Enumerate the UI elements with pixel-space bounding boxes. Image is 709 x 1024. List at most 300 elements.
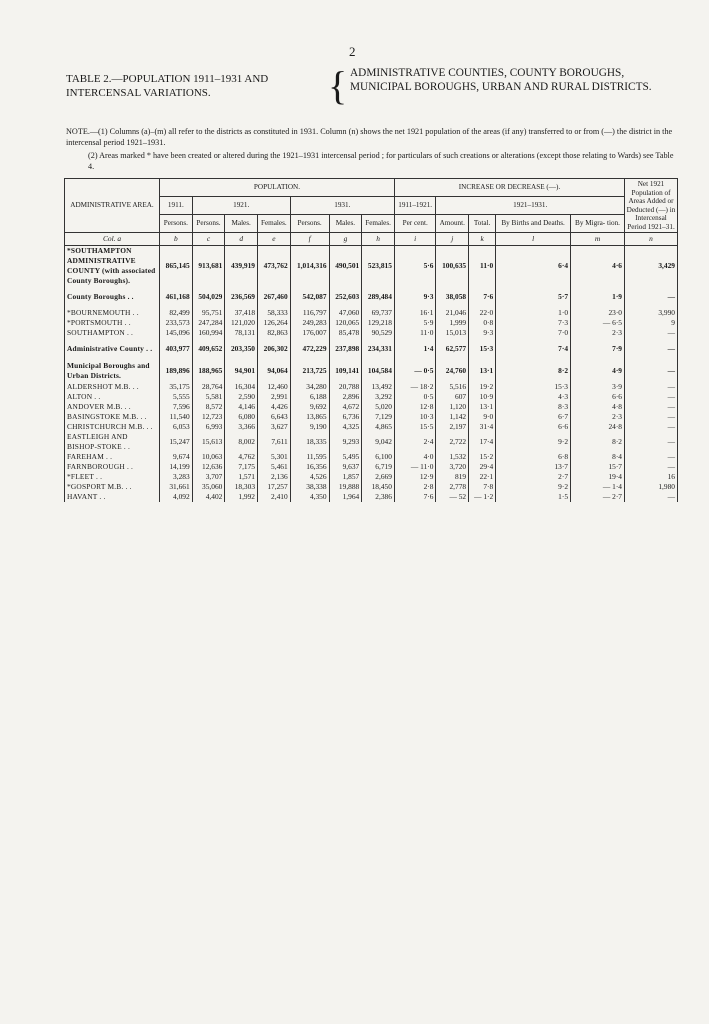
- value-cell-c: 504,029: [192, 286, 225, 308]
- area-name-cell: CHRISTCHURCH M.B. . .: [65, 422, 160, 432]
- col-letter: g: [329, 233, 362, 246]
- value-cell-i: 12·9: [394, 472, 436, 482]
- value-cell-n: 16: [625, 472, 678, 482]
- value-cell-g: 237,898: [329, 338, 362, 360]
- header-males-1931: Males.: [329, 215, 362, 233]
- value-cell-m: 6·6: [571, 392, 625, 402]
- value-cell-c: 247,284: [192, 318, 225, 328]
- value-cell-b: 145,096: [160, 328, 193, 338]
- value-cell-e: 3,627: [258, 422, 291, 432]
- value-cell-i: 0·5: [394, 392, 436, 402]
- value-cell-e: 7,611: [258, 432, 291, 452]
- value-cell-m: 23·0: [571, 308, 625, 318]
- value-cell-m: — 1·4: [571, 482, 625, 492]
- value-cell-n: —: [625, 338, 678, 360]
- table-row: [65, 360, 678, 382]
- value-cell-l: 15·3: [496, 382, 571, 392]
- value-cell-m: 4·6: [571, 246, 625, 287]
- notes: [66, 126, 678, 174]
- value-cell-b: 6,053: [160, 422, 193, 432]
- col-letter: c: [192, 233, 225, 246]
- value-cell-e: 206,302: [258, 338, 291, 360]
- value-cell-c: 12,636: [192, 462, 225, 472]
- value-cell-e: 4,426: [258, 402, 291, 412]
- value-cell-h: 13,492: [362, 382, 395, 392]
- header-net-1921: Net 1921 Population of Areas Added or Deducted (—) in Intercensal Period 1921–31.: [625, 179, 678, 233]
- value-cell-h: 289,484: [362, 286, 395, 308]
- value-cell-k: 29·4: [469, 462, 496, 472]
- table-row: [65, 246, 678, 287]
- value-cell-f: 249,283: [290, 318, 329, 328]
- value-cell-f: 16,356: [290, 462, 329, 472]
- table-subtitle: ADMINISTRATIVE COUNTIES, COUNTY BOROUGHS, MUNICIPAL BOROUGHS, URBAN AND RURAL DISTRICTS.: [350, 67, 652, 93]
- col-letter: i: [394, 233, 436, 246]
- col-letter: d: [225, 233, 258, 246]
- col-letter: Col. a: [65, 233, 160, 246]
- area-name-cell: Administrative County . .: [65, 338, 160, 360]
- value-cell-l: 5·7: [496, 286, 571, 308]
- value-cell-b: 189,896: [160, 360, 193, 382]
- table-row: [65, 452, 678, 462]
- value-cell-m: — 6·5: [571, 318, 625, 328]
- table-row: [65, 318, 678, 328]
- area-name-cell: Municipal Boroughs and Urban Districts.: [65, 360, 160, 382]
- col-letter: k: [469, 233, 496, 246]
- value-cell-f: 13,865: [290, 412, 329, 422]
- value-cell-k: 7·6: [469, 286, 496, 308]
- value-cell-n: —: [625, 422, 678, 432]
- value-cell-m: 8·4: [571, 452, 625, 462]
- value-cell-c: 3,707: [192, 472, 225, 482]
- value-cell-l: 1·0: [496, 308, 571, 318]
- value-cell-h: 2,386: [362, 492, 395, 502]
- header-females-1931: Females.: [362, 215, 395, 233]
- value-cell-m: 4·8: [571, 402, 625, 412]
- value-cell-h: 90,529: [362, 328, 395, 338]
- value-cell-b: 9,674: [160, 452, 193, 462]
- value-cell-l: 6·4: [496, 246, 571, 287]
- value-cell-f: 4,350: [290, 492, 329, 502]
- page-number: 2: [349, 44, 356, 59]
- value-cell-n: —: [625, 382, 678, 392]
- value-cell-d: 2,590: [225, 392, 258, 402]
- col-letter: b: [160, 233, 193, 246]
- table-title: TABLE 2.—POPULATION 1911–1931 AND INTERCENSAL VARIATIONS.: [66, 73, 269, 99]
- header-admin-area: ADMINISTRATIVE AREA.: [65, 179, 160, 233]
- value-cell-h: 234,331: [362, 338, 395, 360]
- value-cell-g: 4,325: [329, 422, 362, 432]
- value-cell-c: 12,723: [192, 412, 225, 422]
- value-cell-c: 188,965: [192, 360, 225, 382]
- value-cell-g: 85,478: [329, 328, 362, 338]
- value-cell-g: 5,495: [329, 452, 362, 462]
- value-cell-c: 35,060: [192, 482, 225, 492]
- value-cell-f: 542,087: [290, 286, 329, 308]
- value-cell-k: 17·4: [469, 432, 496, 452]
- header-by-migration: By Migra- tion.: [571, 215, 625, 233]
- value-cell-e: 94,064: [258, 360, 291, 382]
- value-cell-n: —: [625, 286, 678, 308]
- value-cell-g: 9,637: [329, 462, 362, 472]
- value-cell-j: 1,120: [436, 402, 469, 412]
- value-cell-h: 7,129: [362, 412, 395, 422]
- value-cell-k: — 1·2: [469, 492, 496, 502]
- value-cell-n: —: [625, 432, 678, 452]
- value-cell-g: 120,065: [329, 318, 362, 328]
- value-cell-i: 7·6: [394, 492, 436, 502]
- value-cell-c: 409,652: [192, 338, 225, 360]
- value-cell-k: 11·0: [469, 246, 496, 287]
- value-cell-g: 490,501: [329, 246, 362, 287]
- table-row: [65, 422, 678, 432]
- header-1921: 1921.: [192, 197, 290, 215]
- value-cell-j: 2,778: [436, 482, 469, 492]
- table-row: [65, 492, 678, 502]
- header-persons-1911: Persons.: [160, 215, 193, 233]
- value-cell-e: 5,461: [258, 462, 291, 472]
- value-cell-i: 10·3: [394, 412, 436, 422]
- header-total: Total.: [469, 215, 496, 233]
- value-cell-g: 20,788: [329, 382, 362, 392]
- area-name-cell: *GOSPORT M.B. . .: [65, 482, 160, 492]
- area-name-cell: ALDERSHOT M.B. . .: [65, 382, 160, 392]
- table-row: [65, 392, 678, 402]
- value-cell-f: 4,526: [290, 472, 329, 482]
- note-2: (2) Areas marked * have been created or altered during the 1921–1931 intercensal period ; for particulars of such creations or alterations (except those relating to Wards) see Table 4.: [88, 151, 674, 171]
- value-cell-n: 3,429: [625, 246, 678, 287]
- value-cell-f: 9,692: [290, 402, 329, 412]
- value-cell-j: 1,142: [436, 412, 469, 422]
- value-cell-n: —: [625, 392, 678, 402]
- value-cell-d: 7,175: [225, 462, 258, 472]
- value-cell-j: 24,760: [436, 360, 469, 382]
- value-cell-b: 5,555: [160, 392, 193, 402]
- value-cell-f: 213,725: [290, 360, 329, 382]
- value-cell-e: 5,301: [258, 452, 291, 462]
- value-cell-n: —: [625, 492, 678, 502]
- value-cell-b: 7,596: [160, 402, 193, 412]
- value-cell-g: 47,060: [329, 308, 362, 318]
- value-cell-j: — 52: [436, 492, 469, 502]
- value-cell-m: — 2·7: [571, 492, 625, 502]
- value-cell-c: 6,993: [192, 422, 225, 432]
- col-letter: n: [625, 233, 678, 246]
- value-cell-j: 607: [436, 392, 469, 402]
- value-cell-f: 116,797: [290, 308, 329, 318]
- area-name-cell: SOUTHAMPTON . .: [65, 328, 160, 338]
- column-letters-row: [65, 233, 678, 246]
- value-cell-i: 5·6: [394, 246, 436, 287]
- value-cell-k: 15·3: [469, 338, 496, 360]
- value-cell-n: 3,990: [625, 308, 678, 318]
- value-cell-l: 9·2: [496, 432, 571, 452]
- value-cell-n: —: [625, 328, 678, 338]
- value-cell-h: 104,584: [362, 360, 395, 382]
- value-cell-c: 5,581: [192, 392, 225, 402]
- value-cell-d: 6,080: [225, 412, 258, 422]
- population-table: [64, 178, 678, 502]
- value-cell-e: 2,136: [258, 472, 291, 482]
- value-cell-k: 13·1: [469, 402, 496, 412]
- area-name-cell: County Boroughs . .: [65, 286, 160, 308]
- value-cell-j: 5,516: [436, 382, 469, 392]
- col-letter: l: [496, 233, 571, 246]
- table-row: [65, 308, 678, 318]
- value-cell-i: 2·4: [394, 432, 436, 452]
- value-cell-k: 19·2: [469, 382, 496, 392]
- value-cell-e: 2,991: [258, 392, 291, 402]
- table-row: [65, 328, 678, 338]
- value-cell-j: 1,532: [436, 452, 469, 462]
- value-cell-n: 1,980: [625, 482, 678, 492]
- area-name-cell: HAVANT . .: [65, 492, 160, 502]
- value-cell-h: 3,292: [362, 392, 395, 402]
- value-cell-c: 15,613: [192, 432, 225, 452]
- header-males-1921: Males.: [225, 215, 258, 233]
- value-cell-b: 31,661: [160, 482, 193, 492]
- value-cell-j: 21,046: [436, 308, 469, 318]
- value-cell-c: 95,751: [192, 308, 225, 318]
- value-cell-j: 1,999: [436, 318, 469, 328]
- value-cell-k: 22·1: [469, 472, 496, 482]
- value-cell-d: 1,571: [225, 472, 258, 482]
- value-cell-m: 3·9: [571, 382, 625, 392]
- table-row: [65, 286, 678, 308]
- value-cell-d: 78,131: [225, 328, 258, 338]
- value-cell-d: 4,762: [225, 452, 258, 462]
- value-cell-j: 2,197: [436, 422, 469, 432]
- value-cell-j: 38,058: [436, 286, 469, 308]
- value-cell-e: 82,863: [258, 328, 291, 338]
- value-cell-f: 38,338: [290, 482, 329, 492]
- value-cell-d: 203,350: [225, 338, 258, 360]
- header-1931: 1931.: [290, 197, 394, 215]
- value-cell-b: 865,145: [160, 246, 193, 287]
- value-cell-e: 267,460: [258, 286, 291, 308]
- value-cell-i: 12·8: [394, 402, 436, 412]
- value-cell-i: 1·4: [394, 338, 436, 360]
- value-cell-b: 11,540: [160, 412, 193, 422]
- value-cell-n: —: [625, 462, 678, 472]
- value-cell-d: 16,304: [225, 382, 258, 392]
- value-cell-m: 4·9: [571, 360, 625, 382]
- area-name-cell: BASINGSTOKE M.B. . .: [65, 412, 160, 422]
- value-cell-n: —: [625, 402, 678, 412]
- value-cell-m: 2·3: [571, 412, 625, 422]
- value-cell-i: 5·9: [394, 318, 436, 328]
- value-cell-k: 0·8: [469, 318, 496, 328]
- value-cell-l: 8·2: [496, 360, 571, 382]
- value-cell-c: 8,572: [192, 402, 225, 412]
- value-cell-l: 6·8: [496, 452, 571, 462]
- value-cell-h: 2,669: [362, 472, 395, 482]
- value-cell-m: 8·2: [571, 432, 625, 452]
- value-cell-k: 22·0: [469, 308, 496, 318]
- value-cell-b: 461,168: [160, 286, 193, 308]
- value-cell-k: 31·4: [469, 422, 496, 432]
- value-cell-n: —: [625, 360, 678, 382]
- value-cell-d: 37,418: [225, 308, 258, 318]
- value-cell-d: 236,569: [225, 286, 258, 308]
- value-cell-i: 16·1: [394, 308, 436, 318]
- value-cell-l: 8·3: [496, 402, 571, 412]
- value-cell-m: 15·7: [571, 462, 625, 472]
- value-cell-c: 10,063: [192, 452, 225, 462]
- header-1911: 1911.: [160, 197, 193, 215]
- value-cell-k: 7·8: [469, 482, 496, 492]
- value-cell-b: 233,573: [160, 318, 193, 328]
- header-persons-1931: Persons.: [290, 215, 329, 233]
- header-percent-1911-1921: Per cent.: [394, 215, 436, 233]
- value-cell-m: 19·4: [571, 472, 625, 482]
- note-1: NOTE.—(1) Columns (a)–(m) all refer to the districts as constituted in 1931. Column (n) shows the net 1921 population of the areas (if any) transferred to or from (—) the district in the intercensal period 1921–1931.: [66, 127, 673, 147]
- value-cell-k: 10·9: [469, 392, 496, 402]
- value-cell-f: 176,007: [290, 328, 329, 338]
- value-cell-i: — 0·5: [394, 360, 436, 382]
- value-cell-b: 3,283: [160, 472, 193, 482]
- value-cell-h: 6,719: [362, 462, 395, 472]
- col-letter: m: [571, 233, 625, 246]
- value-cell-g: 4,672: [329, 402, 362, 412]
- value-cell-g: 1,964: [329, 492, 362, 502]
- area-name-cell: *FLEET . .: [65, 472, 160, 482]
- value-cell-l: 7·0: [496, 328, 571, 338]
- table-body: [65, 233, 678, 503]
- area-name-cell: EASTLEIGH AND BISHOP-STOKE . .: [65, 432, 160, 452]
- value-cell-l: 13·7: [496, 462, 571, 472]
- table-row: [65, 338, 678, 360]
- header-increase: INCREASE OR DECREASE (—).: [394, 179, 624, 197]
- area-name-cell: *BOURNEMOUTH . .: [65, 308, 160, 318]
- value-cell-h: 9,042: [362, 432, 395, 452]
- value-cell-j: 819: [436, 472, 469, 482]
- value-cell-m: 2·3: [571, 328, 625, 338]
- value-cell-l: 1·5: [496, 492, 571, 502]
- value-cell-d: 3,366: [225, 422, 258, 432]
- value-cell-h: 129,218: [362, 318, 395, 328]
- value-cell-k: 9·3: [469, 328, 496, 338]
- value-cell-g: 6,736: [329, 412, 362, 422]
- value-cell-h: 18,450: [362, 482, 395, 492]
- value-cell-d: 1,992: [225, 492, 258, 502]
- value-cell-d: 18,303: [225, 482, 258, 492]
- col-letter: h: [362, 233, 395, 246]
- value-cell-h: 69,737: [362, 308, 395, 318]
- value-cell-d: 94,901: [225, 360, 258, 382]
- value-cell-e: 126,264: [258, 318, 291, 328]
- area-name-cell: *SOUTHAMPTON ADMINISTRATIVE COUNTY (with associated County Boroughs).: [65, 246, 160, 287]
- header-1911-1921: 1911–1921.: [394, 197, 436, 215]
- value-cell-c: 913,681: [192, 246, 225, 287]
- table-row: [65, 482, 678, 492]
- value-cell-c: 160,994: [192, 328, 225, 338]
- header-1921-1931: 1921–1931.: [436, 197, 625, 215]
- value-cell-f: 9,190: [290, 422, 329, 432]
- table-row: [65, 462, 678, 472]
- col-letter: e: [258, 233, 291, 246]
- value-cell-b: 15,247: [160, 432, 193, 452]
- value-cell-g: 19,888: [329, 482, 362, 492]
- value-cell-c: 4,402: [192, 492, 225, 502]
- value-cell-b: 35,175: [160, 382, 193, 392]
- value-cell-f: 34,280: [290, 382, 329, 392]
- value-cell-b: 4,092: [160, 492, 193, 502]
- value-cell-l: 6·7: [496, 412, 571, 422]
- value-cell-n: 9: [625, 318, 678, 328]
- value-cell-d: 121,020: [225, 318, 258, 328]
- value-cell-i: — 18·2: [394, 382, 436, 392]
- value-cell-l: 2·7: [496, 472, 571, 482]
- value-cell-i: 9·3: [394, 286, 436, 308]
- value-cell-g: 109,141: [329, 360, 362, 382]
- header-females-1921: Females.: [258, 215, 291, 233]
- value-cell-g: 1,857: [329, 472, 362, 482]
- header-persons-1921: Persons.: [192, 215, 225, 233]
- value-cell-k: 9·0: [469, 412, 496, 422]
- header-population: POPULATION.: [160, 179, 395, 197]
- table-row: [65, 402, 678, 412]
- value-cell-k: 13·1: [469, 360, 496, 382]
- value-cell-f: 18,335: [290, 432, 329, 452]
- value-cell-h: 6,100: [362, 452, 395, 462]
- value-cell-e: 58,333: [258, 308, 291, 318]
- area-name-cell: FARNBOROUGH . .: [65, 462, 160, 472]
- area-name-cell: ALTON . .: [65, 392, 160, 402]
- col-letter: f: [290, 233, 329, 246]
- value-cell-j: 100,635: [436, 246, 469, 287]
- header-by-births: By Births and Deaths.: [496, 215, 571, 233]
- table-row: [65, 432, 678, 452]
- value-cell-b: 82,499: [160, 308, 193, 318]
- value-cell-f: 1,014,316: [290, 246, 329, 287]
- value-cell-i: 11·0: [394, 328, 436, 338]
- value-cell-i: 15·5: [394, 422, 436, 432]
- value-cell-e: 6,643: [258, 412, 291, 422]
- value-cell-h: 5,020: [362, 402, 395, 412]
- value-cell-b: 14,199: [160, 462, 193, 472]
- value-cell-l: 7·4: [496, 338, 571, 360]
- area-name-cell: FAREHAM . .: [65, 452, 160, 462]
- value-cell-l: 4·3: [496, 392, 571, 402]
- value-cell-h: 4,865: [362, 422, 395, 432]
- value-cell-h: 523,815: [362, 246, 395, 287]
- value-cell-c: 28,764: [192, 382, 225, 392]
- value-cell-g: 9,293: [329, 432, 362, 452]
- table-row: [65, 412, 678, 422]
- title-brace: {: [328, 63, 348, 108]
- value-cell-m: 24·8: [571, 422, 625, 432]
- value-cell-d: 8,002: [225, 432, 258, 452]
- value-cell-n: —: [625, 452, 678, 462]
- value-cell-i: 4·0: [394, 452, 436, 462]
- value-cell-k: 15·2: [469, 452, 496, 462]
- value-cell-e: 17,257: [258, 482, 291, 492]
- value-cell-j: 62,577: [436, 338, 469, 360]
- value-cell-j: 3,720: [436, 462, 469, 472]
- value-cell-l: 6·6: [496, 422, 571, 432]
- table-row: [65, 472, 678, 482]
- value-cell-j: 15,013: [436, 328, 469, 338]
- value-cell-m: 7·9: [571, 338, 625, 360]
- area-name-cell: ANDOVER M.B. . .: [65, 402, 160, 412]
- value-cell-d: 439,919: [225, 246, 258, 287]
- value-cell-d: 4,146: [225, 402, 258, 412]
- value-cell-n: —: [625, 412, 678, 422]
- value-cell-j: 2,722: [436, 432, 469, 452]
- table-row: [65, 382, 678, 392]
- value-cell-e: 12,460: [258, 382, 291, 392]
- value-cell-e: 473,762: [258, 246, 291, 287]
